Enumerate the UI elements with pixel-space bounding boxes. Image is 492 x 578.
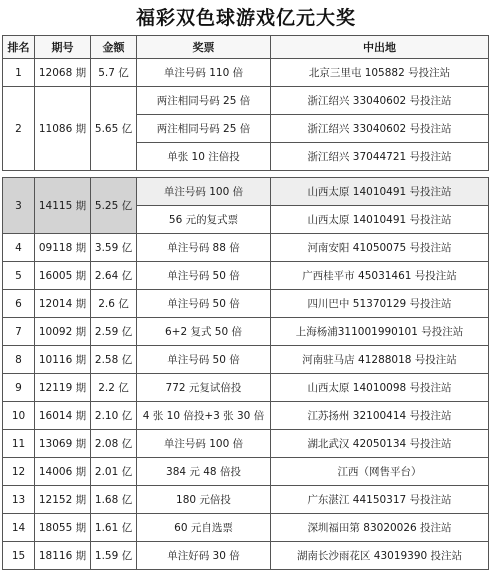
cell-amount: 5.65 亿	[91, 87, 137, 171]
cell-ticket: 单注号码 100 倍	[137, 178, 271, 206]
cell-amount: 1.61 亿	[91, 514, 137, 542]
cell-place: 湖南长沙雨花区 43019390 投注站	[271, 542, 489, 570]
cell-rank: 6	[3, 290, 35, 318]
cell-issue: 11086 期	[35, 87, 91, 171]
cell-ticket: 384 元 48 倍投	[137, 458, 271, 486]
cell-ticket: 单注号码 50 倍	[137, 262, 271, 290]
table-row	[3, 234, 489, 262]
cell-issue: 12152 期	[35, 486, 91, 514]
cell-amount: 5.7 亿	[91, 59, 137, 87]
cell-ticket: 单注号码 110 倍	[137, 59, 271, 87]
table-row	[3, 262, 489, 290]
cell-rank: 1	[3, 59, 35, 87]
table-row	[3, 178, 489, 206]
cell-amount: 3.59 亿	[91, 234, 137, 262]
cell-rank: 5	[3, 262, 35, 290]
cell-ticket: 4 张 10 倍投+3 张 30 倍	[137, 402, 271, 430]
header-issue: 期号	[35, 36, 91, 59]
table-header-row	[3, 36, 489, 59]
cell-amount: 5.25 亿	[91, 178, 137, 234]
table-row	[3, 318, 489, 346]
cell-amount: 2.58 亿	[91, 346, 137, 374]
prize-table	[2, 35, 489, 570]
cell-issue: 12014 期	[35, 290, 91, 318]
cell-place: 广西桂平市 45031461 号投注站	[271, 262, 489, 290]
cell-issue: 12068 期	[35, 59, 91, 87]
table-gap	[3, 171, 489, 178]
cell-issue: 16005 期	[35, 262, 91, 290]
cell-place: 河南驻马店 41288018 号投注站	[271, 346, 489, 374]
cell-rank: 12	[3, 458, 35, 486]
cell-amount: 2.2 亿	[91, 374, 137, 402]
cell-rank: 9	[3, 374, 35, 402]
cell-rank: 7	[3, 318, 35, 346]
cell-place: 上海杨浦311001990101 号投注站	[271, 318, 489, 346]
table-row	[3, 87, 489, 115]
cell-rank: 4	[3, 234, 35, 262]
cell-amount: 1.68 亿	[91, 486, 137, 514]
cell-place: 山西太原 14010491 号投注站	[271, 178, 489, 206]
table-row	[3, 290, 489, 318]
cell-ticket: 772 元复试倍投	[137, 374, 271, 402]
table-row	[3, 514, 489, 542]
cell-issue: 14115 期	[35, 178, 91, 234]
cell-place: 浙江绍兴 33040602 号投注站	[271, 87, 489, 115]
table-row	[3, 59, 489, 87]
cell-amount: 2.10 亿	[91, 402, 137, 430]
cell-ticket: 180 元倍投	[137, 486, 271, 514]
table-row	[3, 374, 489, 402]
cell-place: 江苏扬州 32100414 号投注站	[271, 402, 489, 430]
cell-place: 浙江绍兴 33040602 号投注站	[271, 115, 489, 143]
cell-place: 深圳福田第 83020026 投注站	[271, 514, 489, 542]
page-title: 福彩双色球游戏亿元大奖	[135, 7, 356, 29]
table-row	[3, 486, 489, 514]
cell-ticket: 单注号码 50 倍	[137, 346, 271, 374]
cell-issue: 14006 期	[35, 458, 91, 486]
cell-place: 广东湛江 44150317 号投注站	[271, 486, 489, 514]
cell-issue: 12119 期	[35, 374, 91, 402]
table-row	[3, 458, 489, 486]
cell-issue: 18055 期	[35, 514, 91, 542]
table-row	[3, 430, 489, 458]
cell-place: 山西太原 14010098 号投注站	[271, 374, 489, 402]
cell-rank: 10	[3, 402, 35, 430]
cell-rank: 3	[3, 178, 35, 234]
cell-ticket: 单张 10 注倍投	[137, 143, 271, 171]
header-ticket: 奖票	[137, 36, 271, 59]
cell-issue: 10092 期	[35, 318, 91, 346]
cell-issue: 10116 期	[35, 346, 91, 374]
cell-amount: 1.59 亿	[91, 542, 137, 570]
cell-ticket: 单注号码 50 倍	[137, 290, 271, 318]
cell-rank: 13	[3, 486, 35, 514]
cell-amount: 2.01 亿	[91, 458, 137, 486]
cell-amount: 2.6 亿	[91, 290, 137, 318]
cell-amount: 2.08 亿	[91, 430, 137, 458]
cell-rank: 14	[3, 514, 35, 542]
cell-issue: 16014 期	[35, 402, 91, 430]
table-row	[3, 542, 489, 570]
header-rank: 排名	[3, 36, 35, 59]
cell-place: 山西太原 14010491 号投注站	[271, 206, 489, 234]
header-place: 中出地	[271, 36, 489, 59]
cell-rank: 11	[3, 430, 35, 458]
header-amount: 金额	[91, 36, 137, 59]
cell-ticket: 60 元自选票	[137, 514, 271, 542]
cell-issue: 13069 期	[35, 430, 91, 458]
cell-ticket: 56 元的复式票	[137, 206, 271, 234]
cell-place: 四川巴中 51370129 号投注站	[271, 290, 489, 318]
cell-place: 江西（网售平台）	[271, 458, 489, 486]
cell-ticket: 单注号码 88 倍	[137, 234, 271, 262]
cell-ticket: 单注好码 30 倍	[137, 542, 271, 570]
cell-ticket: 单注号码 100 倍	[137, 430, 271, 458]
cell-place: 河南安阳 41050075 号投注站	[271, 234, 489, 262]
cell-ticket: 6+2 复式 50 倍	[137, 318, 271, 346]
cell-issue: 09118 期	[35, 234, 91, 262]
cell-rank: 2	[3, 87, 35, 171]
cell-rank: 15	[3, 542, 35, 570]
cell-ticket: 两注相同号码 25 倍	[137, 87, 271, 115]
cell-issue: 18116 期	[35, 542, 91, 570]
cell-amount: 2.59 亿	[91, 318, 137, 346]
table-row	[3, 402, 489, 430]
cell-place: 浙江绍兴 37044721 号投注站	[271, 143, 489, 171]
cell-place: 湖北武汉 42050134 号投注站	[271, 430, 489, 458]
cell-amount: 2.64 亿	[91, 262, 137, 290]
cell-rank: 8	[3, 346, 35, 374]
cell-place: 北京三里屯 105882 号投注站	[271, 59, 489, 87]
table-row	[3, 346, 489, 374]
cell-ticket: 两注相同号码 25 倍	[137, 115, 271, 143]
